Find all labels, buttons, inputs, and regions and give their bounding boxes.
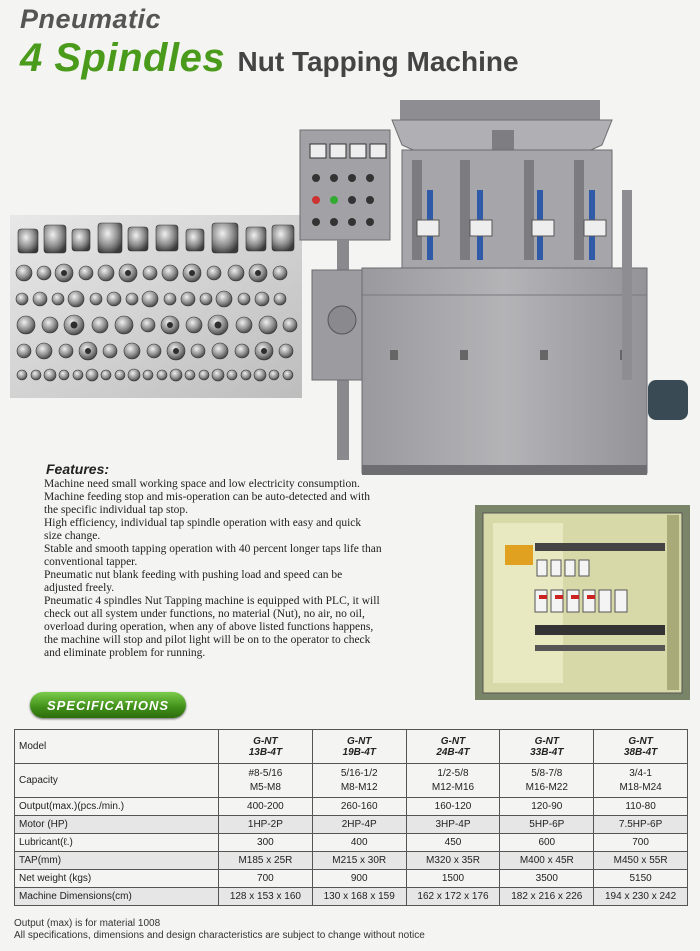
table-row: [15, 730, 688, 764]
row-label: Model: [15, 730, 219, 764]
footnote-output: Output (max) is for material 1008: [14, 918, 161, 929]
table-cell: 5150: [594, 870, 688, 888]
page-title: [20, 36, 519, 81]
specifications-table: [14, 729, 688, 906]
model-cell: G-NT 38B-4T: [594, 730, 688, 764]
row-label: TAP(mm): [15, 852, 219, 870]
table-cell: 5/16-1/2 M8-M12: [312, 764, 406, 798]
row-label: Output(max.)(pcs./min.): [15, 798, 219, 816]
table-cell: 182 x 216 x 226: [500, 888, 594, 906]
electrical-panel-photo: [475, 505, 690, 700]
table-cell: 5/8-7/8 M16-M22: [500, 764, 594, 798]
table-cell: M450 x 55R: [594, 852, 688, 870]
feature-line: conventional tapper.: [44, 556, 138, 568]
table-cell: 700: [219, 870, 313, 888]
table-cell: 900: [312, 870, 406, 888]
table-cell: 450: [406, 834, 500, 852]
table-cell: 110-80: [594, 798, 688, 816]
table-cell: 128 x 153 x 160: [219, 888, 313, 906]
table-cell: 160-120: [406, 798, 500, 816]
table-cell: 3500: [500, 870, 594, 888]
table-cell: 3/4-1 M18-M24: [594, 764, 688, 798]
model-cell: G-NT 19B-4T: [312, 730, 406, 764]
features-heading: Features:: [46, 461, 110, 477]
table-cell: 194 x 230 x 242: [594, 888, 688, 906]
table-row: [15, 870, 688, 888]
table-cell: 700: [594, 834, 688, 852]
row-label: Capacity: [15, 764, 219, 798]
table-cell: 260-160: [312, 798, 406, 816]
table-cell: 1/2-5/8 M12-M16: [406, 764, 500, 798]
title-rest: Nut Tapping Machine: [237, 46, 519, 77]
feature-line: adjusted freely.: [44, 582, 115, 594]
model-cell: G-NT 13B-4T: [219, 730, 313, 764]
row-label: Lubricant(ℓ.): [15, 834, 219, 852]
table-cell: #8-5/16 M5-M8: [219, 764, 313, 798]
table-row: [15, 834, 688, 852]
table-row: [15, 764, 688, 798]
model-cell: G-NT 24B-4T: [406, 730, 500, 764]
table-cell: 1HP-2P: [219, 816, 313, 834]
table-cell: 7.5HP-6P: [594, 816, 688, 834]
feature-line: Pneumatic 4 spindles Nut Tapping machine is equipped with PLC, it will: [44, 595, 380, 607]
nuts-parts-photo: [10, 215, 302, 398]
feature-line: Machine need small working space and low electricity consumption.: [44, 478, 360, 490]
table-cell: 5HP-6P: [500, 816, 594, 834]
row-label: Net weight (kgs): [15, 870, 219, 888]
table-row: [15, 852, 688, 870]
table-row: [15, 888, 688, 906]
footnote-disclaimer: All specifications, dimensions and design characteristics are subject to change without notice: [14, 930, 425, 941]
feature-line: Pneumatic nut blank feeding with pushing load and speed can be: [44, 569, 343, 581]
row-label: Machine Dimensions(cm): [15, 888, 219, 906]
table-cell: 1500: [406, 870, 500, 888]
feature-line: overload during operation, when any of above listed functions happens,: [44, 621, 374, 633]
table-cell: 2HP-4P: [312, 816, 406, 834]
feature-line: check out all system under functions, no material (Nut), no air, no oil,: [44, 608, 365, 620]
table-cell: M400 x 45R: [500, 852, 594, 870]
specifications-heading: SPECIFICATIONS: [30, 692, 186, 718]
table-cell: 400: [312, 834, 406, 852]
table-cell: 120-90: [500, 798, 594, 816]
feature-line: the specific individual tap stop.: [44, 504, 189, 516]
feature-line: Machine feeding stop and mis-operation can be auto-detected and with: [44, 491, 371, 503]
table-cell: 300: [219, 834, 313, 852]
table-cell: M320 x 35R: [406, 852, 500, 870]
table-cell: 600: [500, 834, 594, 852]
features-list: [44, 478, 464, 660]
table-row: [15, 798, 688, 816]
table-row: [15, 816, 688, 834]
table-cell: M185 x 25R: [219, 852, 313, 870]
tapping-machine-photo: [292, 100, 700, 480]
feature-line: and eliminate problem for running.: [44, 647, 206, 659]
table-cell: 162 x 172 x 176: [406, 888, 500, 906]
feature-line: the machine will stop and pilot light will be on to the operator to check: [44, 634, 371, 646]
title-highlight: 4 Spindles: [20, 36, 226, 80]
model-cell: G-NT 33B-4T: [500, 730, 594, 764]
table-cell: 3HP-4P: [406, 816, 500, 834]
table-cell: 400-200: [219, 798, 313, 816]
feature-line: Stable and smooth tapping operation with 40 percent longer taps life than: [44, 543, 382, 555]
title-line-1: Pneumatic: [20, 4, 162, 34]
table-cell: 130 x 168 x 159: [312, 888, 406, 906]
feature-line: size change.: [44, 530, 101, 542]
table-cell: M215 x 30R: [312, 852, 406, 870]
row-label: Motor (HP): [15, 816, 219, 834]
feature-line: High efficiency, individual tap spindle operation with easy and quick: [44, 517, 362, 529]
